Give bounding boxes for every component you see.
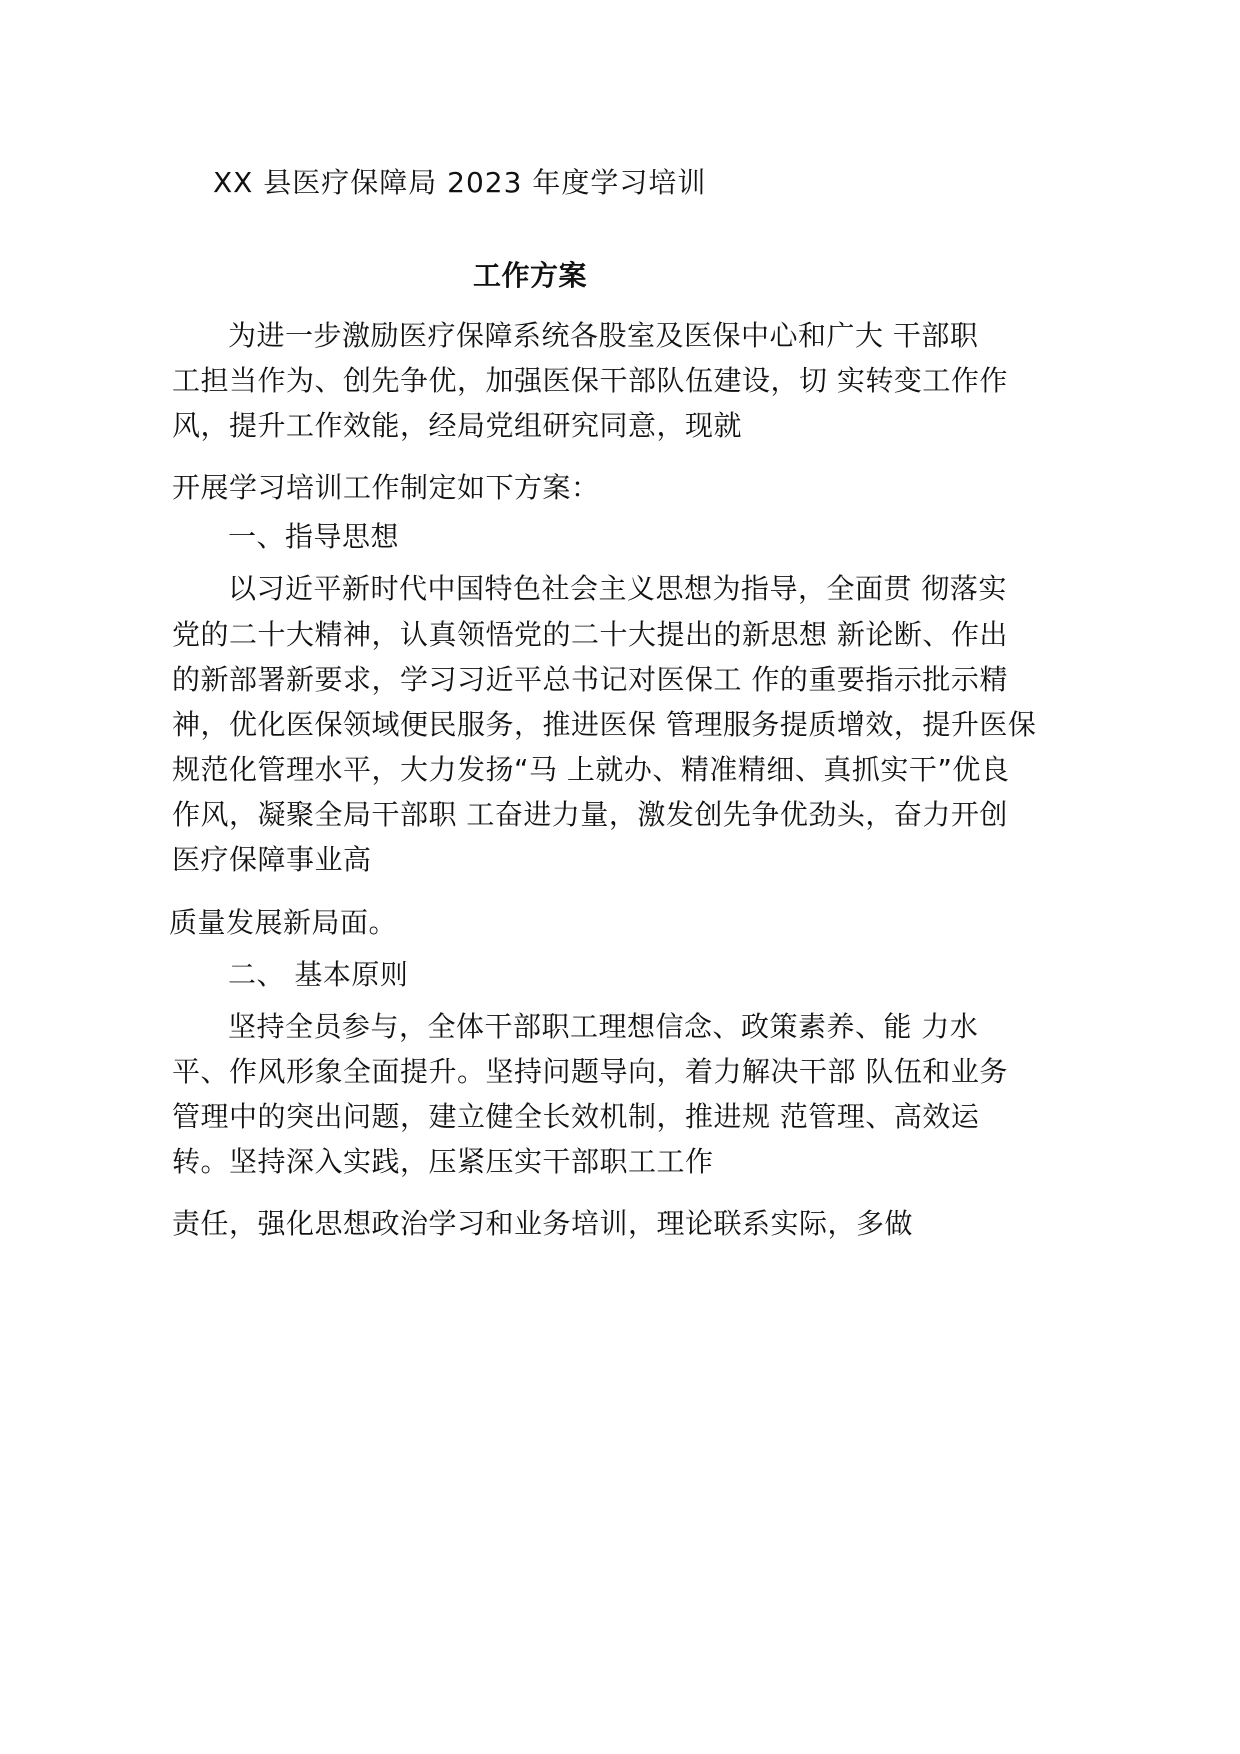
section1-line-4: 神，优化医保领域便民服务，推进医保 管理服务提质增效，提升医保	[172, 708, 1037, 741]
section2-line-3: 管理中的突出问题，建立健全长效机制，推进规 范管理、高效运	[172, 1100, 980, 1133]
section1-line-2: 党的二十大精神，认真领悟党的二十大提出的新思想 新论断、作出	[172, 618, 1008, 651]
section1-line-1: 以习近平新时代中国特色社会主义思想为指导，全面贯 彻落实	[228, 572, 1007, 605]
section1-heading: 一、指导思想	[228, 520, 400, 553]
intro-line-4: 开展学习培训工作制定如下方案：	[172, 471, 600, 504]
section1-line-6: 作风，凝聚全局干部职 工奋进力量，激发创先争优劲头，奋力开创	[172, 798, 1008, 831]
section2-line-1: 坚持全员参与，全体干部职工理想信念、政策素养、能 力水	[228, 1010, 979, 1043]
section2-line-4: 转。坚持深入实践，压紧压实干部职工工作	[172, 1145, 714, 1178]
document-title: XX 县医疗保障局 2023 年度学习培训	[213, 166, 707, 199]
section1-line-3: 的新部署新要求，学习习近平总书记对医保工 作的重要指示批示精	[172, 663, 1008, 696]
section2-heading: 二、 基本原则	[228, 958, 409, 991]
section1-line-5: 规范化管理水平，大力发扬“马 上就办、精准精细、真抓实干”优良	[172, 753, 1010, 786]
section1-line-8: 质量发展新局面。	[169, 906, 398, 939]
document-subtitle: 工作方案	[473, 259, 588, 292]
section2-line-5: 责任，强化思想政治学习和业务培训，理论联系实际，多做	[172, 1207, 914, 1240]
section1-line-7: 医疗保障事业高	[172, 843, 372, 876]
intro-line-3: 风，提升工作效能，经局党组研究同意，现就	[172, 409, 743, 442]
intro-line-1: 为进一步激励医疗保障系统各股室及医保中心和广大 干部职	[228, 319, 979, 352]
intro-line-2: 工担当作为、创先争优，加强医保干部队伍建设，切 实转变工作作	[172, 364, 1008, 397]
section2-line-2: 平、作风形象全面提升。坚持问题导向，着力解决干部 队伍和业务	[172, 1055, 1008, 1088]
